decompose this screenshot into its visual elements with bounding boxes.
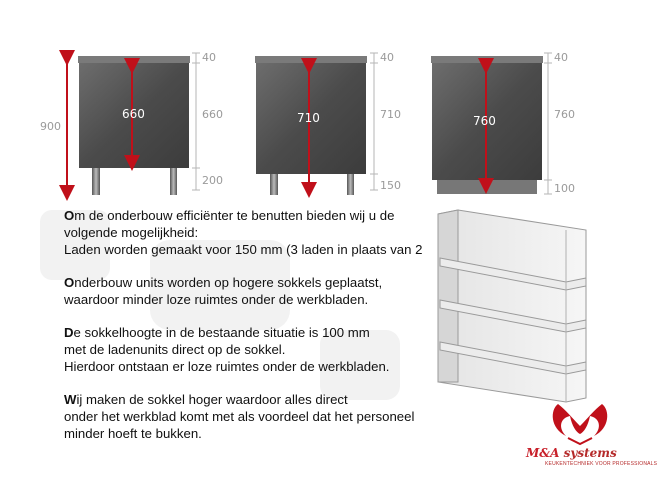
- logo-icon: [553, 404, 608, 444]
- paragraph-lead: O: [64, 275, 75, 290]
- paragraph-4: [64, 391, 416, 442]
- brand-name: [526, 446, 617, 460]
- paragraph-line: nderbouw units worden op hogere sokkels geplaatst,: [74, 275, 383, 290]
- dimension-ticks: [544, 53, 552, 194]
- brand-ma: M&A: [526, 446, 560, 460]
- body-dimension-label: 760: [554, 108, 575, 121]
- paragraph-2: [64, 274, 416, 308]
- paragraph-line: ij maken de sokkel hoger waardoor alles direct: [76, 392, 348, 407]
- base-dimension-label: 200: [202, 174, 223, 187]
- worktop-thickness-label: 40: [554, 51, 568, 64]
- body-height-label: 660: [122, 107, 145, 121]
- dimension-ticks: [370, 53, 378, 190]
- description-text: [64, 207, 423, 458]
- brand-systems: systems: [563, 446, 617, 460]
- paragraph-line: Laden worden gemaakt voor 150 mm (3 laden in plaats van 2: [64, 242, 423, 257]
- worktop: [78, 56, 190, 63]
- cabinet-leg: [92, 168, 100, 195]
- paragraph-line: volgende mogelijkheid:: [64, 225, 199, 240]
- base-dimension-label: 100: [554, 182, 575, 195]
- cabinet-1: [40, 51, 223, 195]
- paragraph-lead: W: [64, 392, 77, 407]
- cabinet-leg: [170, 168, 177, 195]
- paragraph-3: [64, 324, 416, 375]
- total-height-label: 900: [40, 120, 61, 133]
- worktop-thickness-label: 40: [202, 51, 216, 64]
- paragraph-line: Hierdoor ontstaan er loze ruimtes onder de werkbladen.: [64, 359, 390, 374]
- drawer-front-panel: [438, 210, 586, 402]
- paragraph-lead: O: [64, 208, 75, 223]
- paragraph-1: [64, 207, 423, 258]
- paragraph-line: waardoor minder loze ruimtes onder de werkbladen.: [64, 292, 369, 307]
- body-dimension-label: 710: [380, 108, 401, 121]
- paragraph-line: e sokkelhoogte in de bestaande situatie is 100 mm: [73, 325, 370, 340]
- worktop: [431, 56, 543, 63]
- cabinet-2: [255, 51, 401, 195]
- worktop-thickness-label: 40: [380, 51, 394, 64]
- dimension-ticks: [192, 53, 200, 190]
- cabinet-leg: [270, 174, 278, 195]
- cabinet-3: [431, 51, 575, 195]
- paragraph-line: m de onderbouw efficiënter te benutten bieden wij u de: [74, 208, 395, 223]
- base-dimension-label: 150: [380, 179, 401, 192]
- brand-tagline: KEUKENTECHNIEK VOOR PROFESSIONALS: [545, 461, 657, 467]
- body-height-label: 760: [473, 114, 496, 128]
- body-dimension-label: 660: [202, 108, 223, 121]
- cabinet-leg: [347, 174, 354, 195]
- body-height-label: 710: [297, 111, 320, 125]
- worktop: [255, 56, 367, 63]
- paragraph-lead: D: [64, 325, 74, 340]
- paragraph-line: minder hoeft te bukken.: [64, 426, 202, 441]
- paragraph-line: met de ladenunits direct op de sokkel.: [64, 342, 286, 357]
- paragraph-line: onder het werkblad komt met als voordeel dat het personeel: [64, 409, 415, 424]
